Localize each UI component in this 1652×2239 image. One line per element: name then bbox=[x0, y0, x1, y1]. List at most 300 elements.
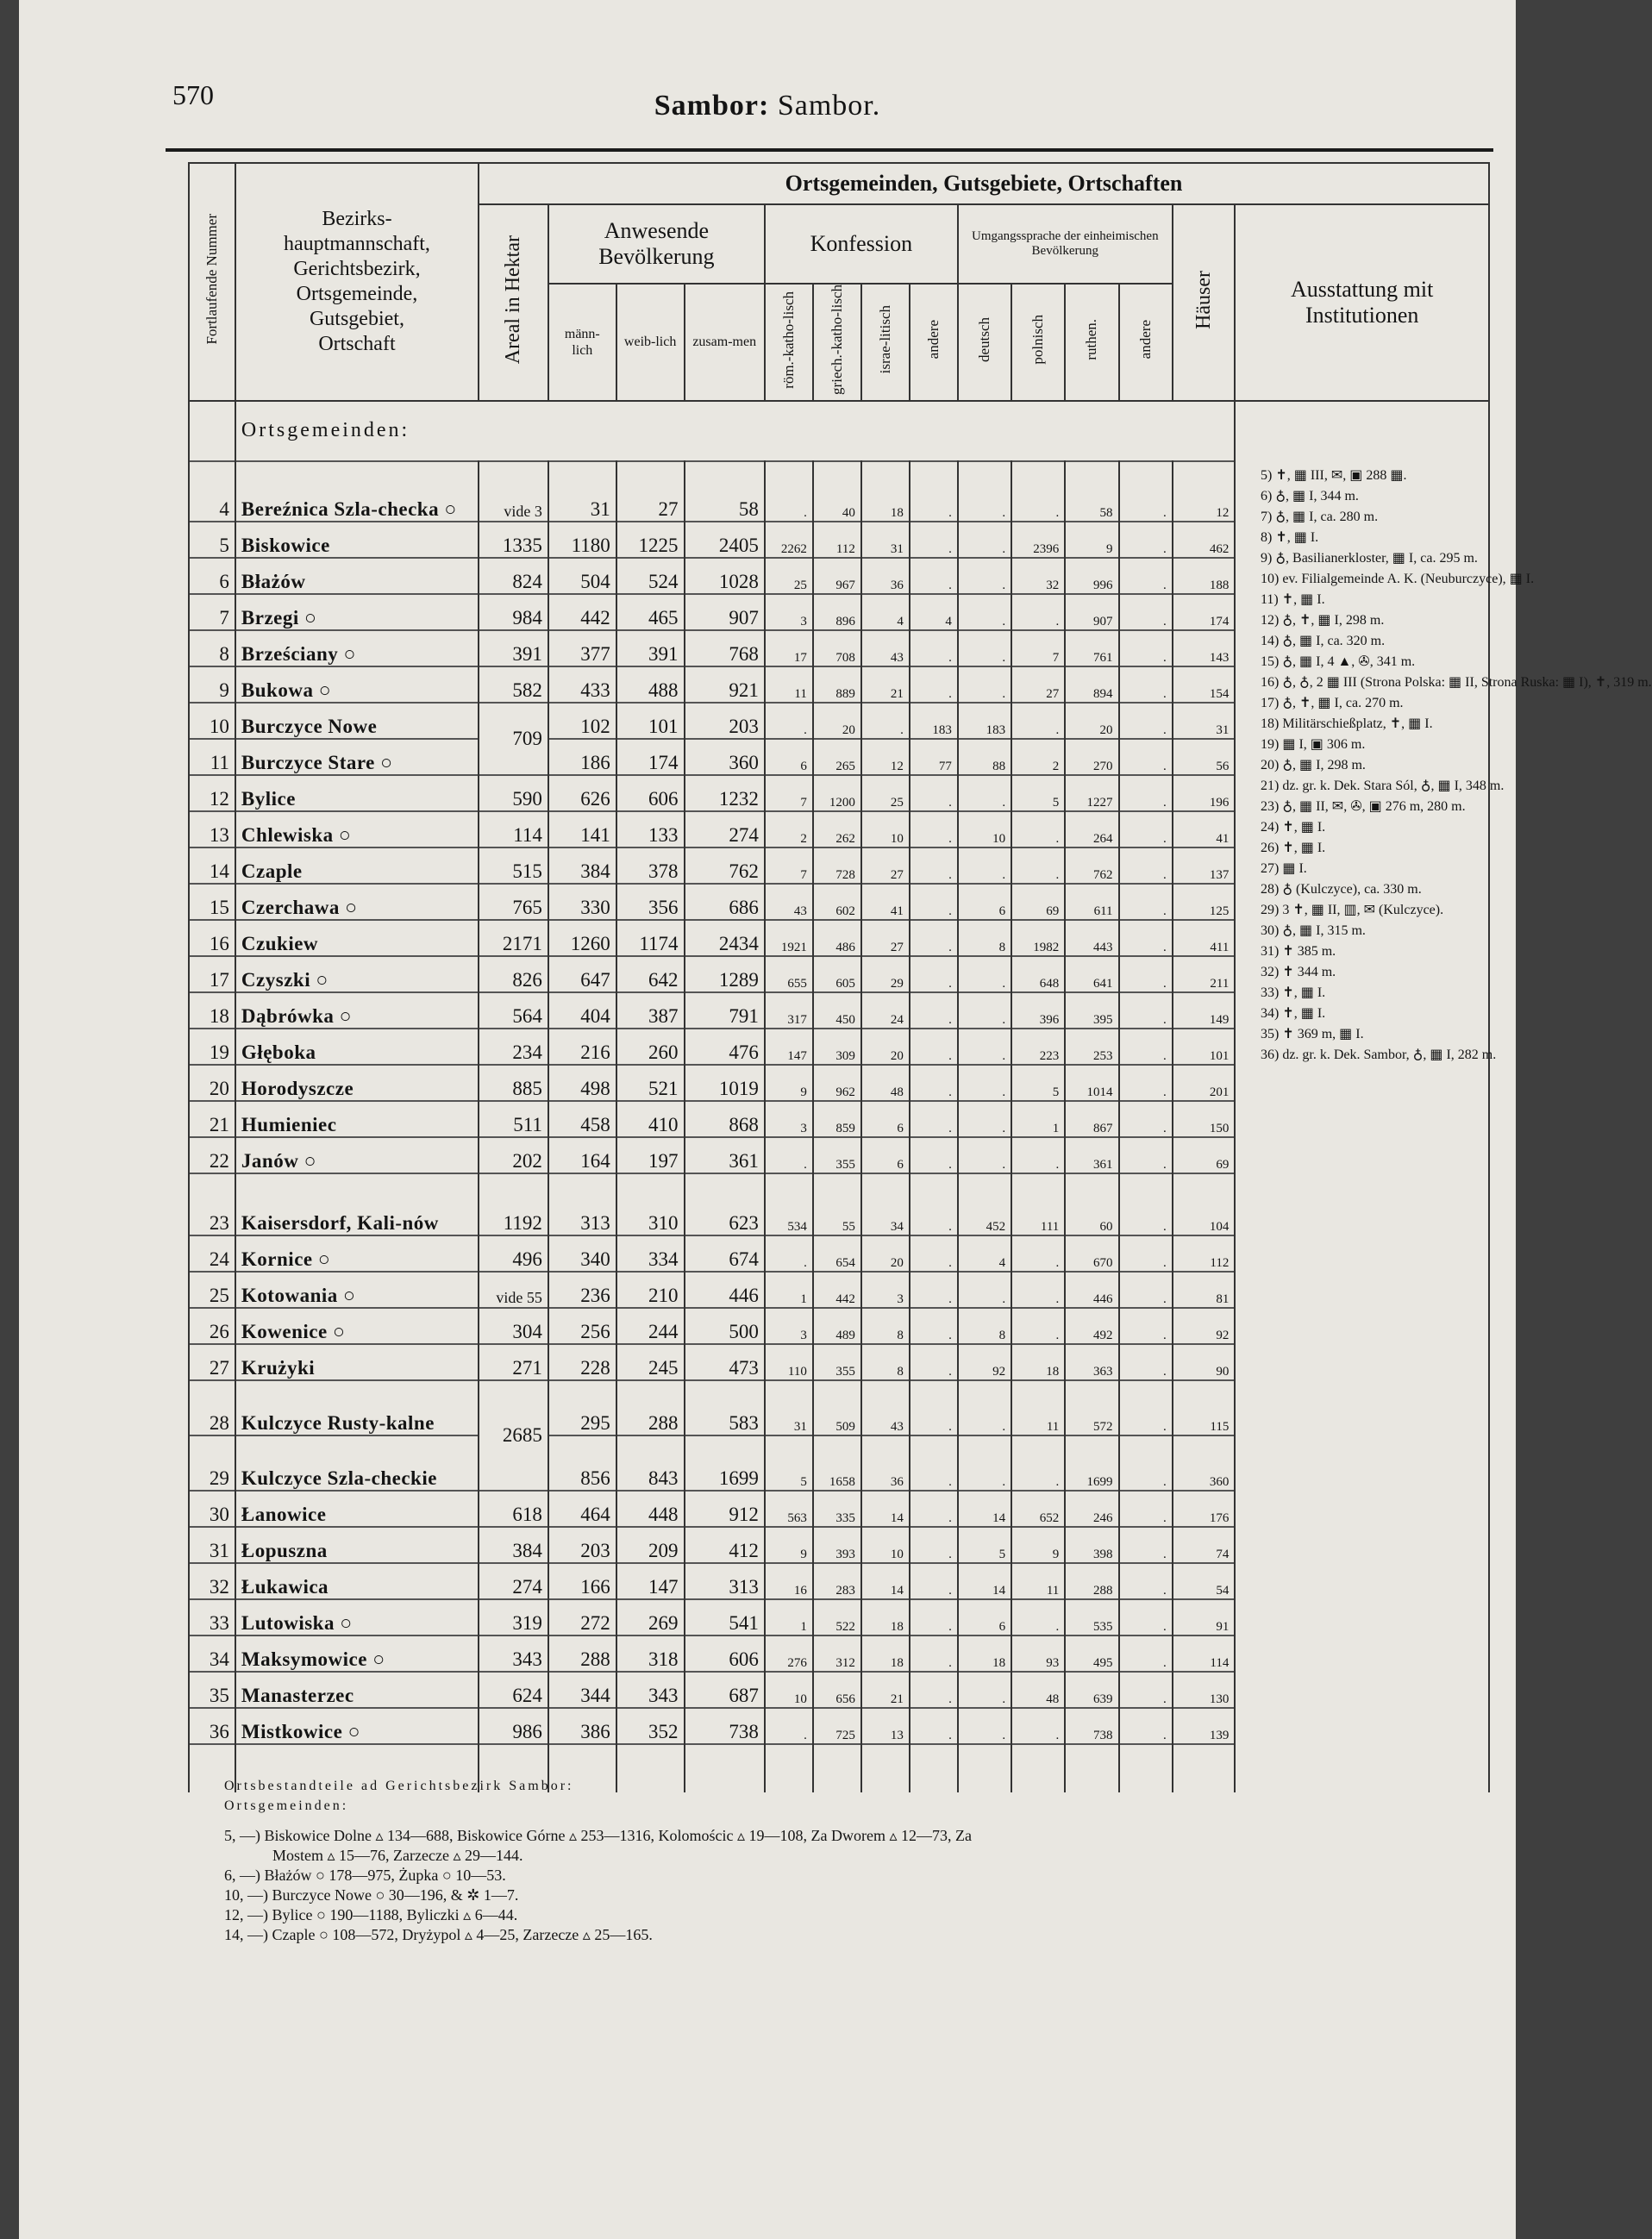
value-de: . bbox=[958, 956, 1011, 992]
row-number: 35 bbox=[189, 1672, 235, 1708]
value-w: 310 bbox=[616, 1173, 685, 1235]
value-de: . bbox=[958, 461, 1011, 522]
value-ru: 1227 bbox=[1065, 775, 1118, 811]
value-gk: 442 bbox=[813, 1272, 861, 1308]
running-title-sub: Sambor. bbox=[777, 90, 881, 122]
value-ot: . bbox=[1119, 1527, 1173, 1563]
area-value: 984 bbox=[479, 594, 548, 630]
area-value: 271 bbox=[479, 1344, 548, 1380]
value-ot: . bbox=[1119, 1344, 1173, 1380]
value-rk: 16 bbox=[765, 1563, 813, 1599]
place-name: Czerchawa ○ bbox=[235, 884, 479, 920]
value-t: 674 bbox=[685, 1235, 765, 1272]
note-line: 12) ♁, ✝, ▦ I, 298 m. bbox=[1261, 613, 1385, 628]
value-h: 12 bbox=[1173, 461, 1236, 522]
page bbox=[19, 0, 1652, 2239]
value-t: 541 bbox=[685, 1599, 765, 1635]
value-w: 1225 bbox=[616, 522, 685, 558]
value-t: 2405 bbox=[685, 522, 765, 558]
value-w: 210 bbox=[616, 1272, 685, 1308]
value-gk: 283 bbox=[813, 1563, 861, 1599]
value-ru: 270 bbox=[1065, 739, 1118, 775]
value-ru: 761 bbox=[1065, 630, 1118, 666]
value-de: 6 bbox=[958, 884, 1011, 920]
area-value: 590 bbox=[479, 775, 548, 811]
value-w: 1174 bbox=[616, 920, 685, 956]
value-ot: . bbox=[1119, 1599, 1173, 1635]
value-and: . bbox=[910, 461, 958, 522]
value-ot: . bbox=[1119, 739, 1173, 775]
value-rk: 1 bbox=[765, 1272, 813, 1308]
value-gk: 20 bbox=[813, 703, 861, 739]
value-ru: 738 bbox=[1065, 1708, 1118, 1744]
footer-line: 10, —) Burczyce Nowe ○ 30—196, & ✲ 1—7. bbox=[224, 1886, 519, 1904]
value-and: . bbox=[910, 522, 958, 558]
value-rk: 1 bbox=[765, 1599, 813, 1635]
value-h: 92 bbox=[1173, 1308, 1236, 1344]
value-gk: 262 bbox=[813, 811, 861, 847]
value-de: . bbox=[958, 1065, 1011, 1101]
area-value: 496 bbox=[479, 1235, 548, 1272]
value-w: 465 bbox=[616, 594, 685, 630]
value-de: 6 bbox=[958, 1599, 1011, 1635]
value-w: 843 bbox=[616, 1435, 685, 1491]
value-ru: 264 bbox=[1065, 811, 1118, 847]
value-w: 288 bbox=[616, 1380, 685, 1435]
row-number: 31 bbox=[189, 1527, 235, 1563]
row-number: 23 bbox=[189, 1173, 235, 1235]
value-gk: 1658 bbox=[813, 1435, 861, 1491]
value-t: 274 bbox=[685, 811, 765, 847]
note-line: 19) ▦ I, ▣ 306 m. bbox=[1261, 737, 1366, 752]
value-ru: 535 bbox=[1065, 1599, 1118, 1635]
value-ru: 398 bbox=[1065, 1527, 1118, 1563]
value-pl: 223 bbox=[1011, 1029, 1065, 1065]
value-ru: 907 bbox=[1065, 594, 1118, 630]
value-w: 147 bbox=[616, 1563, 685, 1599]
value-and: . bbox=[910, 1065, 958, 1101]
value-isr: 36 bbox=[861, 558, 910, 594]
place-name: Kotowania ○ bbox=[235, 1272, 479, 1308]
value-w: 318 bbox=[616, 1635, 685, 1672]
row-number: 30 bbox=[189, 1491, 235, 1527]
value-h: 56 bbox=[1173, 739, 1236, 775]
value-rk: . bbox=[765, 461, 813, 522]
value-h: 462 bbox=[1173, 522, 1236, 558]
value-de: . bbox=[958, 1435, 1011, 1491]
row-number: 18 bbox=[189, 992, 235, 1029]
value-pl: . bbox=[1011, 847, 1065, 884]
value-w: 410 bbox=[616, 1101, 685, 1137]
place-name: Humieniec bbox=[235, 1101, 479, 1137]
value-de: 8 bbox=[958, 1308, 1011, 1344]
value-w: 244 bbox=[616, 1308, 685, 1344]
value-w: 27 bbox=[616, 461, 685, 522]
value-de: 5 bbox=[958, 1527, 1011, 1563]
value-t: 412 bbox=[685, 1527, 765, 1563]
col-area-header: Areal in Hektar bbox=[479, 204, 548, 401]
place-name: Łukawica bbox=[235, 1563, 479, 1599]
value-ot: . bbox=[1119, 630, 1173, 666]
value-t: 1019 bbox=[685, 1065, 765, 1101]
value-w: 174 bbox=[616, 739, 685, 775]
value-w: 334 bbox=[616, 1235, 685, 1272]
value-and: . bbox=[910, 666, 958, 703]
value-w: 197 bbox=[616, 1137, 685, 1173]
value-isr: 12 bbox=[861, 739, 910, 775]
value-m: 384 bbox=[548, 847, 616, 884]
footer-line: 12, —) Bylice ○ 190—1188, Byliczki ▵ 6—44. bbox=[224, 1906, 518, 1923]
note-line: 24) ✝, ▦ I. bbox=[1261, 820, 1326, 835]
col-name-header: Bezirks- hauptmannschaft, Gerichtsbezirk, Ortsgemeinde, Gutsgebiet, Ortschaft bbox=[235, 163, 479, 401]
value-t: 583 bbox=[685, 1380, 765, 1435]
value-w: 356 bbox=[616, 884, 685, 920]
value-w: 378 bbox=[616, 847, 685, 884]
note-line: 7) ♁, ▦ I, ca. 280 m. bbox=[1261, 510, 1379, 524]
value-t: 738 bbox=[685, 1708, 765, 1744]
note-line: 31) ✝ 385 m. bbox=[1261, 944, 1336, 959]
value-and: . bbox=[910, 775, 958, 811]
place-name: Horodyszcze bbox=[235, 1065, 479, 1101]
group-pop-header: Anwesende Bevölkerung bbox=[548, 204, 765, 284]
note-line: 35) ✝ 369 m, ▦ I. bbox=[1261, 1027, 1364, 1041]
value-isr: 10 bbox=[861, 811, 910, 847]
value-gk: 112 bbox=[813, 522, 861, 558]
value-rk: 7 bbox=[765, 775, 813, 811]
value-t: 686 bbox=[685, 884, 765, 920]
value-de: . bbox=[958, 1708, 1011, 1744]
value-de: 18 bbox=[958, 1635, 1011, 1672]
area-value: 582 bbox=[479, 666, 548, 703]
value-rk: 2 bbox=[765, 811, 813, 847]
value-de: 14 bbox=[958, 1563, 1011, 1599]
value-t: 360 bbox=[685, 739, 765, 775]
value-de: 92 bbox=[958, 1344, 1011, 1380]
value-de: . bbox=[958, 1029, 1011, 1065]
value-h: 149 bbox=[1173, 992, 1236, 1029]
value-w: 343 bbox=[616, 1672, 685, 1708]
footer-line: 5, —) Biskowice Dolne ▵ 134—688, Biskowice Górne ▵ 253—1316, Kolomościc ▵ 19—108, Za Dworem ▵ 12—73, Za bbox=[224, 1827, 973, 1844]
value-pl: . bbox=[1011, 1272, 1065, 1308]
area-value: 114 bbox=[479, 811, 548, 847]
value-pl: . bbox=[1011, 811, 1065, 847]
note-line: 17) ♁, ✝, ▦ I, ca. 270 m. bbox=[1261, 696, 1404, 710]
value-w: 133 bbox=[616, 811, 685, 847]
value-rk: 3 bbox=[765, 594, 813, 630]
value-ru: 446 bbox=[1065, 1272, 1118, 1308]
footer-line: 6, —) Błażów ○ 178—975, Żupka ○ 10—53. bbox=[224, 1867, 506, 1884]
value-isr: 4 bbox=[861, 594, 910, 630]
value-w: 448 bbox=[616, 1491, 685, 1527]
col-conf-other-header: andere bbox=[910, 284, 958, 401]
value-rk: 110 bbox=[765, 1344, 813, 1380]
value-rk: 3 bbox=[765, 1101, 813, 1137]
place-name: Głęboka bbox=[235, 1029, 479, 1065]
value-pl: . bbox=[1011, 1708, 1065, 1744]
value-ot: . bbox=[1119, 1635, 1173, 1672]
value-t: 1699 bbox=[685, 1435, 765, 1491]
value-pl: 7 bbox=[1011, 630, 1065, 666]
value-ru: 492 bbox=[1065, 1308, 1118, 1344]
value-de: 8 bbox=[958, 920, 1011, 956]
value-and: . bbox=[910, 920, 958, 956]
place-name: Chlewiska ○ bbox=[235, 811, 479, 847]
value-t: 58 bbox=[685, 461, 765, 522]
place-name: Burczyce Stare ○ bbox=[235, 739, 479, 775]
value-t: 1028 bbox=[685, 558, 765, 594]
value-h: 90 bbox=[1173, 1344, 1236, 1380]
value-h: 211 bbox=[1173, 956, 1236, 992]
value-rk: 25 bbox=[765, 558, 813, 594]
footer-line: 14, —) Czaple ○ 108—572, Dryżypol ▵ 4—25, Zarzecze ▵ 25—165. bbox=[224, 1926, 653, 1943]
value-isr: 27 bbox=[861, 920, 910, 956]
note-line: 10) ev. Filialgemeinde A. K. (Neuburczyce), ▦ I. bbox=[1261, 572, 1535, 586]
value-h: 104 bbox=[1173, 1173, 1236, 1235]
value-w: 260 bbox=[616, 1029, 685, 1065]
value-and: . bbox=[910, 1272, 958, 1308]
value-w: 245 bbox=[616, 1344, 685, 1380]
value-ru: 395 bbox=[1065, 992, 1118, 1029]
area-value: 319 bbox=[479, 1599, 548, 1635]
value-w: 488 bbox=[616, 666, 685, 703]
value-ru: 246 bbox=[1065, 1491, 1118, 1527]
value-m: 31 bbox=[548, 461, 616, 522]
value-isr: 3 bbox=[861, 1272, 910, 1308]
page-number: 570 bbox=[172, 79, 214, 110]
value-rk: 147 bbox=[765, 1029, 813, 1065]
value-pl: 18 bbox=[1011, 1344, 1065, 1380]
value-ru: 58 bbox=[1065, 461, 1118, 522]
value-de: 452 bbox=[958, 1173, 1011, 1235]
section-label: Ortsgemeinden: bbox=[235, 401, 1235, 461]
row-number: 17 bbox=[189, 956, 235, 992]
value-t: 1232 bbox=[685, 775, 765, 811]
value-t: 921 bbox=[685, 666, 765, 703]
area-value: 618 bbox=[479, 1491, 548, 1527]
value-m: 313 bbox=[548, 1173, 616, 1235]
value-h: 188 bbox=[1173, 558, 1236, 594]
value-isr: 21 bbox=[861, 666, 910, 703]
value-ru: 253 bbox=[1065, 1029, 1118, 1065]
value-gk: 1200 bbox=[813, 775, 861, 811]
value-m: 377 bbox=[548, 630, 616, 666]
value-ot: . bbox=[1119, 1380, 1173, 1435]
value-rk: 10 bbox=[765, 1672, 813, 1708]
value-gk: 728 bbox=[813, 847, 861, 884]
value-gk: 656 bbox=[813, 1672, 861, 1708]
value-pl: 1 bbox=[1011, 1101, 1065, 1137]
value-h: 360 bbox=[1173, 1435, 1236, 1491]
value-rk: 276 bbox=[765, 1635, 813, 1672]
value-gk: 859 bbox=[813, 1101, 861, 1137]
value-ot: . bbox=[1119, 920, 1173, 956]
col-de-header: deutsch bbox=[958, 284, 1011, 401]
value-isr: . bbox=[861, 703, 910, 739]
value-gk: 393 bbox=[813, 1527, 861, 1563]
value-rk: 563 bbox=[765, 1491, 813, 1527]
value-de: 14 bbox=[958, 1491, 1011, 1527]
place-name: Kornice ○ bbox=[235, 1235, 479, 1272]
col-inst-header: Ausstattung mit Institutionen bbox=[1235, 204, 1489, 401]
value-t: 203 bbox=[685, 703, 765, 739]
value-rk: 9 bbox=[765, 1527, 813, 1563]
value-isr: 20 bbox=[861, 1029, 910, 1065]
group-conf-header: Konfession bbox=[765, 204, 958, 284]
place-name: Bukowa ○ bbox=[235, 666, 479, 703]
value-w: 521 bbox=[616, 1065, 685, 1101]
note-line: 27) ▦ I. bbox=[1261, 861, 1307, 876]
value-and: . bbox=[910, 1435, 958, 1491]
value-isr: 6 bbox=[861, 1137, 910, 1173]
value-and: . bbox=[910, 1672, 958, 1708]
value-t: 476 bbox=[685, 1029, 765, 1065]
row-number: 11 bbox=[189, 739, 235, 775]
value-and: . bbox=[910, 1599, 958, 1635]
value-de: . bbox=[958, 1380, 1011, 1435]
value-rk: 17 bbox=[765, 630, 813, 666]
value-h: 74 bbox=[1173, 1527, 1236, 1563]
value-ot: . bbox=[1119, 1672, 1173, 1708]
value-ru: 1014 bbox=[1065, 1065, 1118, 1101]
row-number: 4 bbox=[189, 461, 235, 522]
value-isr: 31 bbox=[861, 522, 910, 558]
value-ot: . bbox=[1119, 1137, 1173, 1173]
value-isr: 18 bbox=[861, 1635, 910, 1672]
value-pl: . bbox=[1011, 1435, 1065, 1491]
area-value: 826 bbox=[479, 956, 548, 992]
area-value: 202 bbox=[479, 1137, 548, 1173]
place-name: Maksymowice ○ bbox=[235, 1635, 479, 1672]
value-pl: . bbox=[1011, 1137, 1065, 1173]
row-number: 21 bbox=[189, 1101, 235, 1137]
value-and: . bbox=[910, 884, 958, 920]
value-m: 856 bbox=[548, 1435, 616, 1491]
value-h: 112 bbox=[1173, 1235, 1236, 1272]
value-m: 1260 bbox=[548, 920, 616, 956]
value-ru: 20 bbox=[1065, 703, 1118, 739]
note-line: 8) ✝, ▦ I. bbox=[1261, 530, 1319, 545]
value-and: . bbox=[910, 558, 958, 594]
value-isr: 34 bbox=[861, 1173, 910, 1235]
value-and: . bbox=[910, 1137, 958, 1173]
value-pl: 2396 bbox=[1011, 522, 1065, 558]
note-line: 26) ✝, ▦ I. bbox=[1261, 841, 1326, 855]
value-gk: 265 bbox=[813, 739, 861, 775]
area-value: 511 bbox=[479, 1101, 548, 1137]
value-pl: 48 bbox=[1011, 1672, 1065, 1708]
area-value: 885 bbox=[479, 1065, 548, 1101]
row-number: 19 bbox=[189, 1029, 235, 1065]
row-number: 16 bbox=[189, 920, 235, 956]
value-h: 81 bbox=[1173, 1272, 1236, 1308]
value-rk: . bbox=[765, 1137, 813, 1173]
value-ru: 1699 bbox=[1065, 1435, 1118, 1491]
value-isr: 43 bbox=[861, 1380, 910, 1435]
value-h: 174 bbox=[1173, 594, 1236, 630]
value-de: 4 bbox=[958, 1235, 1011, 1272]
row-number: 8 bbox=[189, 630, 235, 666]
value-de: . bbox=[958, 558, 1011, 594]
note-line: 21) dz. gr. k. Dek. Stara Sól, ♁, ▦ I, 348 m. bbox=[1261, 779, 1505, 793]
value-de: . bbox=[958, 1101, 1011, 1137]
group-main-header: Ortsgemeinden, Gutsgebiete, Ortschaften bbox=[479, 163, 1489, 204]
note-line: 23) ♁, ▦ II, ✉, ✇, ▣ 276 m, 280 m. bbox=[1261, 799, 1466, 814]
value-rk: 6 bbox=[765, 739, 813, 775]
value-rk: 5 bbox=[765, 1435, 813, 1491]
value-h: 143 bbox=[1173, 630, 1236, 666]
value-pl: . bbox=[1011, 594, 1065, 630]
value-pl: 11 bbox=[1011, 1563, 1065, 1599]
value-gk: 312 bbox=[813, 1635, 861, 1672]
col-isr-header: israe-litisch bbox=[861, 284, 910, 401]
value-ru: 611 bbox=[1065, 884, 1118, 920]
value-w: 387 bbox=[616, 992, 685, 1029]
value-m: 272 bbox=[548, 1599, 616, 1635]
value-h: 41 bbox=[1173, 811, 1236, 847]
value-pl: 69 bbox=[1011, 884, 1065, 920]
value-isr: 25 bbox=[861, 775, 910, 811]
value-t: 907 bbox=[685, 594, 765, 630]
value-m: 288 bbox=[548, 1635, 616, 1672]
note-line: 18) Militärschießplatz, ✝, ▦ I. bbox=[1261, 716, 1433, 731]
value-ot: . bbox=[1119, 1435, 1173, 1491]
value-de: . bbox=[958, 775, 1011, 811]
area-value: 234 bbox=[479, 1029, 548, 1065]
value-h: 176 bbox=[1173, 1491, 1236, 1527]
row-number: 24 bbox=[189, 1235, 235, 1272]
value-gk: 335 bbox=[813, 1491, 861, 1527]
area-value: vide 3 bbox=[479, 461, 548, 522]
value-h: 130 bbox=[1173, 1672, 1236, 1708]
value-pl: 2 bbox=[1011, 739, 1065, 775]
place-name: Janów ○ bbox=[235, 1137, 479, 1173]
value-ru: 9 bbox=[1065, 522, 1118, 558]
value-ru: 639 bbox=[1065, 1672, 1118, 1708]
col-houses-header: Häuser bbox=[1173, 204, 1236, 401]
area-value: 824 bbox=[479, 558, 548, 594]
note-line: 34) ✝, ▦ I. bbox=[1261, 1006, 1326, 1021]
area-value: 384 bbox=[479, 1527, 548, 1563]
note-line: 33) ✝, ▦ I. bbox=[1261, 985, 1326, 1000]
value-m: 102 bbox=[548, 703, 616, 739]
value-de: 88 bbox=[958, 739, 1011, 775]
value-isr: 14 bbox=[861, 1491, 910, 1527]
row-number: 27 bbox=[189, 1344, 235, 1380]
value-ot: . bbox=[1119, 594, 1173, 630]
value-ot: . bbox=[1119, 558, 1173, 594]
row-number: 15 bbox=[189, 884, 235, 920]
place-name: Łopuszna bbox=[235, 1527, 479, 1563]
value-h: 137 bbox=[1173, 847, 1236, 884]
value-w: 269 bbox=[616, 1599, 685, 1635]
note-line: 20) ♁, ▦ I, 298 m. bbox=[1261, 758, 1366, 772]
footer bbox=[224, 1776, 972, 1945]
value-and: 77 bbox=[910, 739, 958, 775]
value-rk: 11 bbox=[765, 666, 813, 703]
value-ru: 762 bbox=[1065, 847, 1118, 884]
col-female-header: weib-lich bbox=[616, 284, 685, 401]
value-de: . bbox=[958, 666, 1011, 703]
value-gk: 605 bbox=[813, 956, 861, 992]
area-value: vide 55 bbox=[479, 1272, 548, 1308]
value-ot: . bbox=[1119, 1101, 1173, 1137]
value-gk: 489 bbox=[813, 1308, 861, 1344]
value-ot: . bbox=[1119, 1029, 1173, 1065]
running-title bbox=[19, 90, 1516, 122]
place-name: Biskowice bbox=[235, 522, 479, 558]
place-name: Bylice bbox=[235, 775, 479, 811]
value-pl: 652 bbox=[1011, 1491, 1065, 1527]
